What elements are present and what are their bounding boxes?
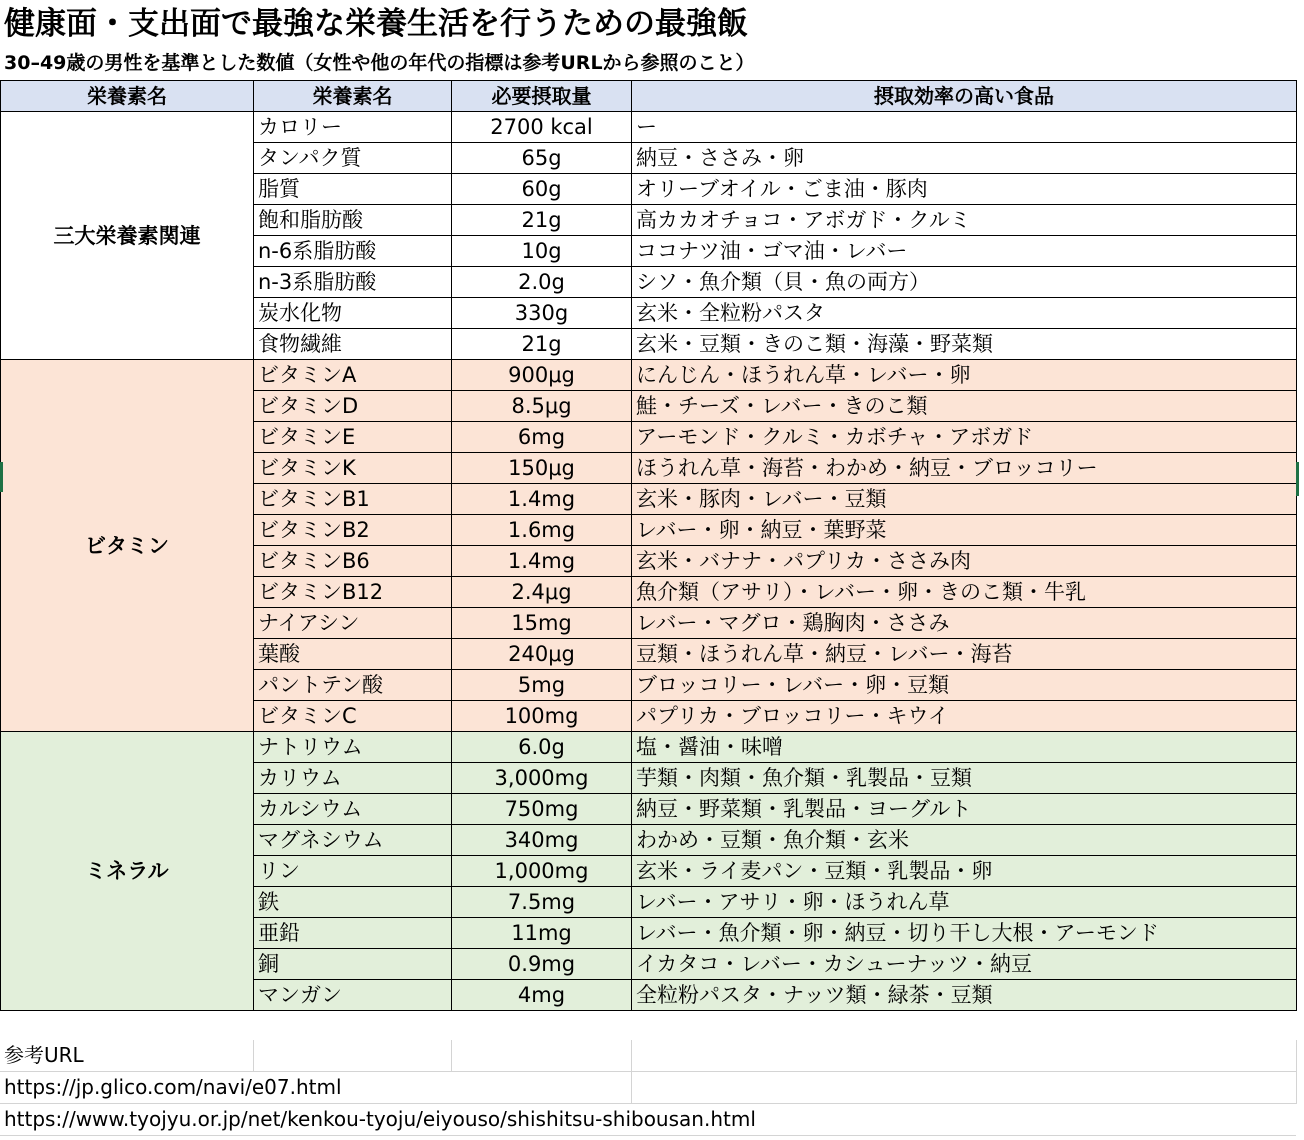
- amount-cell[interactable]: 10g: [452, 236, 632, 267]
- selection-marker-right: [1296, 462, 1299, 496]
- category-cell[interactable]: 三大栄養素関連: [1, 112, 254, 360]
- nutrient-cell[interactable]: 銅: [254, 949, 452, 980]
- nutrient-cell[interactable]: 鉄: [254, 887, 452, 918]
- nutrient-cell[interactable]: ビタミンB12: [254, 577, 452, 608]
- amount-cell[interactable]: 4mg: [452, 980, 632, 1011]
- foods-cell[interactable]: イカタコ・レバー・カシューナッツ・納豆: [632, 949, 1297, 980]
- amount-cell[interactable]: 6mg: [452, 422, 632, 453]
- nutrition-table: [0, 80, 1297, 1011]
- foods-cell[interactable]: パプリカ・ブロッコリー・キウイ: [632, 701, 1297, 732]
- nutrient-cell[interactable]: パントテン酸: [254, 670, 452, 701]
- foods-cell[interactable]: 玄米・全粒粉パスタ: [632, 298, 1297, 329]
- nutrient-cell[interactable]: マグネシウム: [254, 825, 452, 856]
- nutrient-cell[interactable]: ビタミンB6: [254, 546, 452, 577]
- nutrient-cell[interactable]: n-6系脂肪酸: [254, 236, 452, 267]
- header-nutrient[interactable]: 栄養素名: [254, 81, 452, 112]
- amount-cell[interactable]: 150μg: [452, 453, 632, 484]
- empty-cell[interactable]: [631, 1040, 1296, 1072]
- reference-url-row: [0, 1072, 1296, 1104]
- reference-url-2[interactable]: https://www.tyojyu.or.jp/net/kenkou-tyoju/eiyouso/shishitsu-shibousan.html: [0, 1104, 1296, 1136]
- nutrient-cell[interactable]: ビタミンB2: [254, 515, 452, 546]
- foods-cell[interactable]: 玄米・ライ麦パン・豆類・乳製品・卵: [632, 856, 1297, 887]
- sheet-subtitle: 30–49歳の男性を基準とした数値（女性や他の年代の指標は参考URLから参照のこと）: [4, 52, 755, 74]
- amount-cell[interactable]: 2.0g: [452, 267, 632, 298]
- foods-cell[interactable]: にんじん・ほうれん草・レバー・卵: [632, 360, 1297, 391]
- amount-cell[interactable]: 1.6mg: [452, 515, 632, 546]
- nutrient-cell[interactable]: 亜鉛: [254, 918, 452, 949]
- header-row: [1, 81, 1297, 112]
- foods-cell[interactable]: ブロッコリー・レバー・卵・豆類: [632, 670, 1297, 701]
- amount-cell[interactable]: 0.9mg: [452, 949, 632, 980]
- category-cell[interactable]: ビタミン: [1, 360, 254, 732]
- foods-cell[interactable]: ココナツ油・ゴマ油・レバー: [632, 236, 1297, 267]
- foods-cell[interactable]: 玄米・豆類・きのこ類・海藻・野菜類: [632, 329, 1297, 360]
- foods-cell[interactable]: シソ・魚介類（貝・魚の両方）: [632, 267, 1297, 298]
- amount-cell[interactable]: 1.4mg: [452, 546, 632, 577]
- table-row: [1, 360, 1297, 391]
- amount-cell[interactable]: 11mg: [452, 918, 632, 949]
- foods-cell[interactable]: 豆類・ほうれん草・納豆・レバー・海苔: [632, 639, 1297, 670]
- nutrient-cell[interactable]: ビタミンA: [254, 360, 452, 391]
- sheet-title: 健康面・支出面で最強な栄養生活を行うための最強飯: [4, 6, 748, 42]
- foods-cell[interactable]: 高カカオチョコ・アボガド・クルミ: [632, 205, 1297, 236]
- empty-cell[interactable]: [451, 1072, 631, 1104]
- foods-cell[interactable]: 塩・醤油・味噌: [632, 732, 1297, 763]
- empty-cell[interactable]: [631, 1072, 1296, 1104]
- amount-cell[interactable]: 330g: [452, 298, 632, 329]
- amount-cell[interactable]: 340mg: [452, 825, 632, 856]
- foods-cell[interactable]: 魚介類（アサリ）・レバー・卵・きのこ類・牛乳: [632, 577, 1297, 608]
- amount-cell[interactable]: 21g: [452, 205, 632, 236]
- foods-cell[interactable]: 納豆・野菜類・乳製品・ヨーグルト: [632, 794, 1297, 825]
- foods-cell[interactable]: 玄米・豚肉・レバー・豆類: [632, 484, 1297, 515]
- nutrient-cell[interactable]: 炭水化物: [254, 298, 452, 329]
- amount-cell[interactable]: 8.5μg: [452, 391, 632, 422]
- nutrient-cell[interactable]: カリウム: [254, 763, 452, 794]
- nutrient-cell[interactable]: 飽和脂肪酸: [254, 205, 452, 236]
- nutrient-cell[interactable]: ナトリウム: [254, 732, 452, 763]
- selection-marker-left: [0, 462, 3, 492]
- nutrient-cell[interactable]: 食物繊維: [254, 329, 452, 360]
- foods-cell[interactable]: 全粒粉パスタ・ナッツ類・緑茶・豆類: [632, 980, 1297, 1011]
- header-amount[interactable]: 必要摂取量: [452, 81, 632, 112]
- nutrient-cell[interactable]: ビタミンD: [254, 391, 452, 422]
- amount-cell[interactable]: 15mg: [452, 608, 632, 639]
- amount-cell[interactable]: 2.4μg: [452, 577, 632, 608]
- amount-cell[interactable]: 5mg: [452, 670, 632, 701]
- reference-url-row: [0, 1104, 1296, 1136]
- foods-cell[interactable]: 納豆・ささみ・卵: [632, 143, 1297, 174]
- amount-cell[interactable]: 3,000mg: [452, 763, 632, 794]
- foods-cell[interactable]: レバー・マグロ・鶏胸肉・ささみ: [632, 608, 1297, 639]
- nutrient-cell[interactable]: カルシウム: [254, 794, 452, 825]
- amount-cell[interactable]: 2700 kcal: [452, 112, 632, 143]
- amount-cell[interactable]: 6.0g: [452, 732, 632, 763]
- nutrient-cell[interactable]: ビタミンB1: [254, 484, 452, 515]
- empty-cell[interactable]: [253, 1040, 451, 1072]
- foods-cell[interactable]: 鮭・チーズ・レバー・きのこ類: [632, 391, 1297, 422]
- table-row: [1, 732, 1297, 763]
- foods-cell[interactable]: 芋類・肉類・魚介類・乳製品・豆類: [632, 763, 1297, 794]
- references-table: [0, 1040, 1297, 1136]
- table-body: [1, 112, 1297, 1011]
- foods-cell[interactable]: ー: [632, 112, 1297, 143]
- reference-label[interactable]: 参考URL: [0, 1040, 253, 1072]
- foods-cell[interactable]: わかめ・豆類・魚介類・玄米: [632, 825, 1297, 856]
- nutrient-cell[interactable]: ビタミンK: [254, 453, 452, 484]
- foods-cell[interactable]: レバー・アサリ・卵・ほうれん草: [632, 887, 1297, 918]
- foods-cell[interactable]: アーモンド・クルミ・カボチャ・アボガド: [632, 422, 1297, 453]
- nutrient-cell[interactable]: マンガン: [254, 980, 452, 1011]
- amount-cell[interactable]: 900μg: [452, 360, 632, 391]
- nutrient-cell[interactable]: ナイアシン: [254, 608, 452, 639]
- amount-cell[interactable]: 1.4mg: [452, 484, 632, 515]
- foods-cell[interactable]: オリーブオイル・ごま油・豚肉: [632, 174, 1297, 205]
- empty-cell[interactable]: [451, 1040, 631, 1072]
- reference-label-row: [0, 1040, 1296, 1072]
- amount-cell[interactable]: 60g: [452, 174, 632, 205]
- foods-cell[interactable]: 玄米・バナナ・パプリカ・ささみ肉: [632, 546, 1297, 577]
- nutrient-cell[interactable]: n-3系脂肪酸: [254, 267, 452, 298]
- amount-cell[interactable]: 21g: [452, 329, 632, 360]
- amount-cell[interactable]: 750mg: [452, 794, 632, 825]
- header-foods[interactable]: 摂取効率の高い食品: [632, 81, 1297, 112]
- table-row: [1, 112, 1297, 143]
- amount-cell[interactable]: 7.5mg: [452, 887, 632, 918]
- reference-url-1[interactable]: https://jp.glico.com/navi/e07.html: [0, 1072, 451, 1104]
- header-category[interactable]: 栄養素名: [1, 81, 254, 112]
- nutrient-cell[interactable]: 脂質: [254, 174, 452, 205]
- nutrient-cell[interactable]: 葉酸: [254, 639, 452, 670]
- amount-cell[interactable]: 65g: [452, 143, 632, 174]
- category-cell[interactable]: ミネラル: [1, 732, 254, 1011]
- nutrient-cell[interactable]: ビタミンC: [254, 701, 452, 732]
- foods-cell[interactable]: ほうれん草・海苔・わかめ・納豆・ブロッコリー: [632, 453, 1297, 484]
- nutrient-cell[interactable]: カロリー: [254, 112, 452, 143]
- foods-cell[interactable]: レバー・魚介類・卵・納豆・切り干し大根・アーモンド: [632, 918, 1297, 949]
- nutrient-cell[interactable]: タンパク質: [254, 143, 452, 174]
- nutrient-cell[interactable]: リン: [254, 856, 452, 887]
- amount-cell[interactable]: 240μg: [452, 639, 632, 670]
- foods-cell[interactable]: レバー・卵・納豆・葉野菜: [632, 515, 1297, 546]
- amount-cell[interactable]: 100mg: [452, 701, 632, 732]
- nutrient-cell[interactable]: ビタミンE: [254, 422, 452, 453]
- amount-cell[interactable]: 1,000mg: [452, 856, 632, 887]
